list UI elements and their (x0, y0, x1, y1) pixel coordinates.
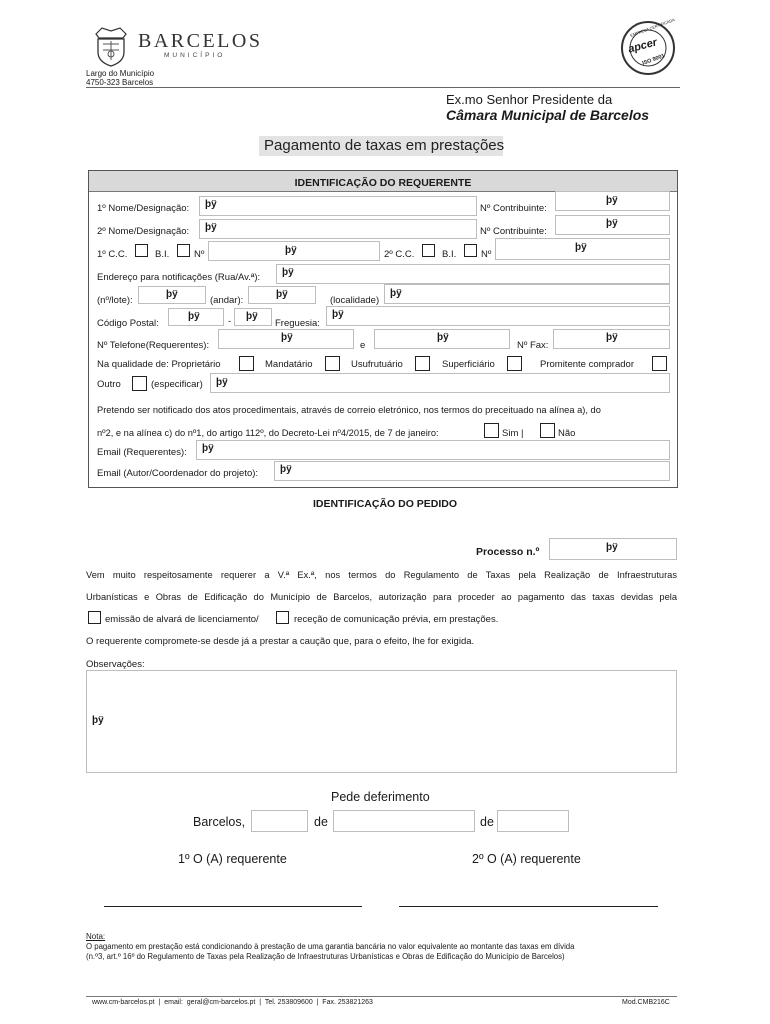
email-autor-label: Email (Autor/Coordenador do projeto): (97, 468, 259, 479)
email-autor-value: þÿ (280, 464, 292, 475)
cc2-label: 2º C.C. (384, 249, 415, 260)
andar-label: (andar): (210, 295, 244, 306)
bi1-label: B.I. (155, 249, 170, 260)
localidade-value: þÿ (390, 288, 402, 299)
requerente-2-signature-label: 2º O (A) requerente (472, 852, 581, 866)
form-title: Pagamento de taxas em prestações (264, 137, 505, 154)
cert-ring-text: EMPRESA CERTIFICADA (629, 17, 676, 38)
caucao-text: O requerente compromete-se desde já a prestar a caução que, para o efeito, lhe for exigida. (86, 636, 475, 647)
fax-label: Nº Fax: (517, 340, 549, 351)
brand-name: BARCELOS (138, 30, 263, 52)
footer-contacts: www.cm-barcelos.pt | email: geral@cm-barcelos.pt | Tel. 253809600 | Fax. 253821263 (92, 999, 373, 1006)
freguesia-value: þÿ (332, 309, 344, 320)
n2-label: Nº (481, 249, 492, 260)
date-year-field[interactable] (497, 810, 569, 832)
de-label-1: de (314, 815, 328, 829)
nome1-label: 1º Nome/Designação: (97, 203, 190, 214)
email-autor-field[interactable] (274, 461, 670, 481)
nota-line-1: O pagamento em prestação está condicionando à prestação de uma garantia bancária no valor equivalente ao montante das taxas em dívida (86, 942, 575, 951)
proprietario-checkbox[interactable] (239, 356, 254, 371)
municipality-logo (90, 24, 263, 68)
address-line-2: 4750-323 Barcelos (86, 78, 154, 87)
andar-value: þÿ (276, 289, 288, 300)
brand-subtitle: MUNICÍPIO (164, 52, 226, 59)
cc2-checkbox[interactable] (422, 244, 435, 257)
de-label-2: de (480, 815, 494, 829)
signature-line-1 (104, 906, 362, 907)
outro-label: Outro (97, 379, 121, 390)
comunicacao-checkbox[interactable] (276, 611, 289, 624)
requerente-section-title: IDENTIFICAÇÃO DO REQUERENTE (294, 177, 472, 189)
comunicacao-label: receção de comunicação prévia, em prestações. (294, 614, 499, 625)
contribuinte1-label: Nº Contribuinte: (480, 203, 547, 214)
telefone1-value: þÿ (281, 332, 293, 343)
codigo-postal-label: Código Postal: (97, 318, 159, 329)
sim-label: Sim | (502, 428, 524, 439)
bi2-label: B.I. (442, 249, 457, 260)
email-requerentes-field[interactable] (196, 440, 670, 460)
especificar-label: (especificar) (151, 379, 203, 390)
cert-brand: apcer (626, 36, 659, 56)
endereco-field[interactable] (276, 264, 670, 284)
date-month-field[interactable] (333, 810, 475, 832)
codigo-postal-dash: - (228, 316, 232, 327)
pedido-body-line-2: Urbanísticas e Obras de Edificação do Município de Barcelos, autorização para proceder ao pagamento das taxas devidas pela (86, 592, 677, 602)
nome1-value: þÿ (205, 199, 217, 210)
endereco-label: Endereço para notificações (Rua/Av.ª): (97, 272, 261, 283)
freguesia-label: Freguesia: (275, 318, 320, 329)
requerente-1-signature-label: 1º O (A) requerente (178, 852, 287, 866)
nome1-field[interactable] (199, 196, 477, 216)
localidade-field[interactable] (384, 284, 670, 304)
localidade-label: (localidade) (330, 295, 380, 306)
email-requerentes-label: Email (Requerentes): (97, 447, 187, 458)
pede-deferimento: Pede deferimento (331, 790, 430, 804)
usufrutuario-checkbox[interactable] (415, 356, 430, 371)
mandatario-label: Mandatário (265, 359, 313, 370)
lote-label: (nº/lote): (97, 295, 133, 306)
bi1-checkbox[interactable] (177, 244, 190, 257)
n1-label: Nº (194, 249, 205, 260)
superficiario-checkbox[interactable] (507, 356, 522, 371)
mandatario-checkbox[interactable] (325, 356, 340, 371)
apcer-certification-logo (620, 17, 676, 76)
bi2-checkbox[interactable] (464, 244, 477, 257)
date-day-field[interactable] (251, 810, 308, 832)
addressee-line-2: Câmara Municipal de Barcelos (446, 107, 650, 123)
notificacao-nao-checkbox[interactable] (540, 423, 555, 438)
observacoes-value: þÿ (92, 715, 104, 726)
telefone-e-label: e (360, 340, 366, 351)
signature-line-2 (399, 906, 658, 907)
nao-label: Não (558, 428, 576, 439)
notificacao-sim-checkbox[interactable] (484, 423, 499, 438)
observacoes-field[interactable] (86, 670, 677, 773)
observacoes-label: Observações: (86, 659, 145, 670)
promitente-checkbox[interactable] (652, 356, 667, 371)
header-divider (86, 87, 680, 88)
promitente-label: Promitente comprador (540, 359, 634, 370)
pedido-body-line-1: Vem muito respeitosamente requerer a V.ª Ex.ª, nos termos do Regulamento de Taxas pela Realização de Infraestruturas (86, 570, 677, 580)
processo-value: þÿ (606, 542, 618, 553)
pedido-section-title: IDENTIFICAÇÃO DO PEDIDO (312, 498, 458, 510)
freguesia-field[interactable] (326, 306, 670, 326)
codigo-postal-value-2: þÿ (246, 311, 258, 322)
notificacao-text-1: Pretendo ser notificado dos atos procedimentais, através de correio eletrónico, nos termos do preceituado na alínea a), do (97, 405, 601, 415)
usufrutuario-label: Usufrutuário (351, 359, 403, 370)
coat-of-arms-icon (90, 24, 132, 68)
telefone2-value: þÿ (437, 332, 449, 343)
address-line-1: Largo do Município (86, 69, 155, 78)
nota-line-2: (n.º3, art.º 16º do Regulamento de Taxas pela Realização de Infraestruturas Urbanísticas e Obras de Edificação do Município de Barcelos) (86, 952, 565, 961)
superficiario-label: Superficiário (442, 359, 495, 370)
alvara-checkbox[interactable] (88, 611, 101, 624)
email-requerentes-value: þÿ (202, 443, 214, 454)
especificar-field[interactable] (210, 373, 670, 393)
telefone-label: Nº Telefone(Requerentes): (97, 340, 210, 351)
nome2-field[interactable] (199, 219, 477, 239)
outro-checkbox[interactable] (132, 376, 147, 391)
notificacao-text-2: nº2, e na alínea c) do nº1, do artigo 112º, do Decreto-Lei nº4/2015, de 7 de janeiro: (97, 428, 439, 438)
contribuinte2-value: þÿ (606, 218, 618, 229)
barcelos-label: Barcelos, (193, 815, 246, 829)
contribuinte2-label: Nº Contribuinte: (480, 226, 547, 237)
nome2-label: 2º Nome/Designação: (97, 226, 190, 237)
endereco-value: þÿ (282, 267, 294, 278)
nome2-value: þÿ (205, 222, 217, 233)
contribuinte1-value: þÿ (606, 195, 618, 206)
qualidade-label: Na qualidade de: Proprietário (97, 359, 221, 370)
codigo-postal-value-1: þÿ (188, 311, 200, 322)
lote-value: þÿ (166, 289, 178, 300)
especificar-value: þÿ (216, 377, 228, 388)
cc1-label: 1º C.C. (97, 249, 128, 260)
processo-label: Processo n.º (476, 546, 540, 558)
fax-value: þÿ (606, 332, 618, 343)
cc1-checkbox[interactable] (135, 244, 148, 257)
footer-divider (86, 996, 677, 997)
footer-form-code: Mod.CMB216C (622, 999, 670, 1006)
addressee-line-1: Ex.mo Senhor Presidente da (446, 92, 613, 107)
cert-standard: ISO 9001 (641, 53, 666, 67)
cc1-number-value: þÿ (285, 245, 297, 256)
cc2-number-value: þÿ (575, 242, 587, 253)
alvara-label: emissão de alvará de licenciamento/ (105, 614, 259, 625)
nota-title: Nota: (86, 932, 106, 941)
